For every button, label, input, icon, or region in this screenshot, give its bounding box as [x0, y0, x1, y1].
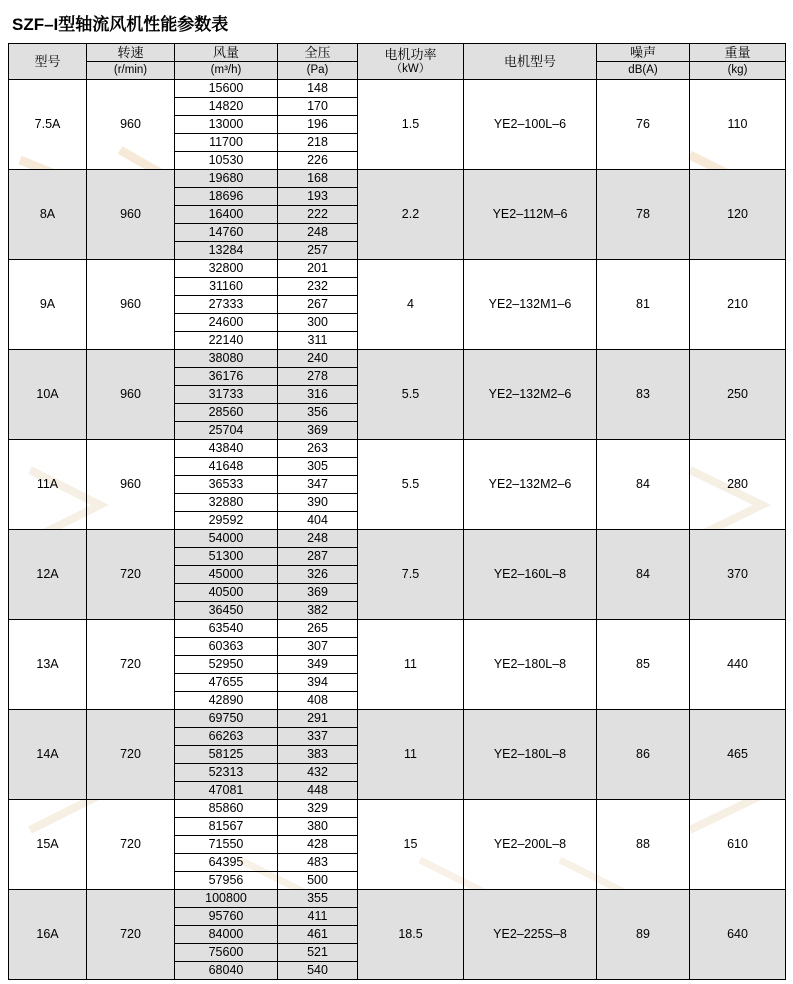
cell-flow: 40500: [175, 584, 278, 602]
column-header-model: [9, 44, 87, 80]
column-header-power-unit: （kW）: [390, 62, 431, 75]
column-unit-pressure: [278, 62, 358, 80]
cell-motor-model: YE2–132M2–6: [464, 350, 597, 440]
cell-pressure: 168: [278, 170, 358, 188]
cell-pressure: 263: [278, 440, 358, 458]
column-header-power: [358, 44, 464, 80]
cell-motor-model: YE2–225S–8: [464, 890, 597, 980]
cell-model: 7.5A: [9, 80, 87, 170]
cell-flow: 60363: [175, 638, 278, 656]
cell-pressure: 248: [278, 224, 358, 242]
cell-flow: 13000: [175, 116, 278, 134]
cell-flow: 63540: [175, 620, 278, 638]
cell-weight: 120: [690, 170, 786, 260]
table-row: [9, 170, 786, 188]
cell-noise: 81: [597, 260, 690, 350]
cell-pressure: 349: [278, 656, 358, 674]
cell-pressure: 369: [278, 584, 358, 602]
cell-flow: 27333: [175, 296, 278, 314]
column-header-noise: [597, 44, 690, 62]
cell-pressure: 355: [278, 890, 358, 908]
table-header-row: [9, 44, 786, 62]
cell-pressure: 408: [278, 692, 358, 710]
cell-motor-model: YE2–160L–8: [464, 530, 597, 620]
cell-pressure: 337: [278, 728, 358, 746]
cell-noise: 88: [597, 800, 690, 890]
cell-flow: 47081: [175, 782, 278, 800]
cell-model: 8A: [9, 170, 87, 260]
cell-rpm: 960: [87, 440, 175, 530]
cell-flow: 38080: [175, 350, 278, 368]
cell-rpm: 720: [87, 800, 175, 890]
cell-model: 13A: [9, 620, 87, 710]
cell-motor-model: YE2–180L–8: [464, 620, 597, 710]
cell-model: 14A: [9, 710, 87, 800]
cell-pressure: 278: [278, 368, 358, 386]
cell-pressure: 448: [278, 782, 358, 800]
cell-pressure: 380: [278, 818, 358, 836]
cell-pressure: 196: [278, 116, 358, 134]
column-unit-pressure-label: (Pa): [306, 64, 329, 76]
cell-pressure: 411: [278, 908, 358, 926]
cell-pressure: 267: [278, 296, 358, 314]
cell-flow: 10530: [175, 152, 278, 170]
table-row: [9, 260, 786, 278]
cell-weight: 210: [690, 260, 786, 350]
cell-flow: 71550: [175, 836, 278, 854]
cell-flow: 32800: [175, 260, 278, 278]
cell-pressure: 257: [278, 242, 358, 260]
performance-parameter-table: [8, 43, 786, 980]
cell-flow: 19680: [175, 170, 278, 188]
cell-flow: 51300: [175, 548, 278, 566]
cell-weight: 465: [690, 710, 786, 800]
cell-flow: 69750: [175, 710, 278, 728]
cell-pressure: 222: [278, 206, 358, 224]
cell-noise: 84: [597, 530, 690, 620]
column-unit-noise-label: dB(A): [628, 64, 658, 76]
cell-flow: 57956: [175, 872, 278, 890]
cell-pressure: 232: [278, 278, 358, 296]
cell-pressure: 311: [278, 332, 358, 350]
cell-model: 12A: [9, 530, 87, 620]
cell-power: 11: [358, 620, 464, 710]
cell-flow: 29592: [175, 512, 278, 530]
column-header-motor: [464, 44, 597, 80]
column-header-rpm-label: 转速: [117, 45, 144, 60]
cell-flow: 54000: [175, 530, 278, 548]
cell-flow: 81567: [175, 818, 278, 836]
cell-pressure: 300: [278, 314, 358, 332]
cell-rpm: 720: [87, 710, 175, 800]
cell-pressure: 265: [278, 620, 358, 638]
cell-flow: 22140: [175, 332, 278, 350]
cell-weight: 250: [690, 350, 786, 440]
page-title: SZF–I型轴流风机性能参数表: [12, 15, 229, 34]
cell-flow: 36176: [175, 368, 278, 386]
cell-power: 15: [358, 800, 464, 890]
cell-model: 15A: [9, 800, 87, 890]
table-row: [9, 710, 786, 728]
cell-pressure: 540: [278, 962, 358, 980]
cell-flow: 45000: [175, 566, 278, 584]
cell-flow: 52313: [175, 764, 278, 782]
table-row: [9, 620, 786, 638]
table-body: [9, 80, 786, 980]
cell-flow: 36450: [175, 602, 278, 620]
cell-rpm: 960: [87, 260, 175, 350]
cell-pressure: 326: [278, 566, 358, 584]
cell-motor-model: YE2–180L–8: [464, 710, 597, 800]
cell-motor-model: YE2–200L–8: [464, 800, 597, 890]
cell-pressure: 382: [278, 602, 358, 620]
cell-rpm: 960: [87, 80, 175, 170]
cell-pressure: 226: [278, 152, 358, 170]
cell-model: 10A: [9, 350, 87, 440]
table-row: [9, 800, 786, 818]
cell-rpm: 720: [87, 620, 175, 710]
cell-pressure: 148: [278, 80, 358, 98]
cell-pressure: 329: [278, 800, 358, 818]
cell-power: 11: [358, 710, 464, 800]
column-header-weight: [690, 44, 786, 62]
column-unit-rpm-label: (r/min): [113, 64, 148, 76]
cell-pressure: 404: [278, 512, 358, 530]
cell-motor-model: YE2–100L–6: [464, 80, 597, 170]
cell-flow: 95760: [175, 908, 278, 926]
cell-flow: 31733: [175, 386, 278, 404]
cell-rpm: 960: [87, 350, 175, 440]
cell-pressure: 170: [278, 98, 358, 116]
cell-flow: 75600: [175, 944, 278, 962]
cell-weight: 440: [690, 620, 786, 710]
cell-weight: 110: [690, 80, 786, 170]
cell-rpm: 720: [87, 890, 175, 980]
cell-flow: 31160: [175, 278, 278, 296]
table-row: [9, 440, 786, 458]
cell-pressure: 291: [278, 710, 358, 728]
cell-flow: 15600: [175, 80, 278, 98]
cell-pressure: 369: [278, 422, 358, 440]
column-unit-weight-label: (kg): [727, 64, 748, 76]
cell-flow: 85860: [175, 800, 278, 818]
cell-noise: 84: [597, 440, 690, 530]
cell-rpm: 960: [87, 170, 175, 260]
cell-weight: 370: [690, 530, 786, 620]
column-unit-rpm: [87, 62, 175, 80]
cell-flow: 16400: [175, 206, 278, 224]
cell-pressure: 390: [278, 494, 358, 512]
column-header-motor-label: 电机型号: [503, 54, 556, 69]
table-header: [9, 44, 786, 80]
cell-flow: 14760: [175, 224, 278, 242]
column-unit-flow: [175, 62, 278, 80]
cell-power: 1.5: [358, 80, 464, 170]
cell-flow: 11700: [175, 134, 278, 152]
column-unit-noise: [597, 62, 690, 80]
cell-flow: 58125: [175, 746, 278, 764]
cell-pressure: 428: [278, 836, 358, 854]
column-header-flow-label: 风量: [212, 45, 239, 60]
cell-pressure: 248: [278, 530, 358, 548]
cell-power: 2.2: [358, 170, 464, 260]
cell-noise: 83: [597, 350, 690, 440]
cell-pressure: 287: [278, 548, 358, 566]
cell-pressure: 394: [278, 674, 358, 692]
cell-pressure: 240: [278, 350, 358, 368]
cell-weight: 610: [690, 800, 786, 890]
column-header-pressure: [278, 44, 358, 62]
table-row: [9, 530, 786, 548]
cell-power: 18.5: [358, 890, 464, 980]
cell-flow: 32880: [175, 494, 278, 512]
cell-flow: 41648: [175, 458, 278, 476]
column-unit-weight: [690, 62, 786, 80]
cell-flow: 100800: [175, 890, 278, 908]
cell-pressure: 500: [278, 872, 358, 890]
cell-flow: 28560: [175, 404, 278, 422]
cell-rpm: 720: [87, 530, 175, 620]
column-header-noise-label: 噪声: [629, 45, 656, 60]
cell-flow: 24600: [175, 314, 278, 332]
cell-flow: 13284: [175, 242, 278, 260]
cell-model: 9A: [9, 260, 87, 350]
cell-flow: 36533: [175, 476, 278, 494]
cell-flow: 14820: [175, 98, 278, 116]
cell-model: 16A: [9, 890, 87, 980]
cell-pressure: 218: [278, 134, 358, 152]
column-header-model-label: 型号: [34, 54, 61, 69]
cell-flow: 64395: [175, 854, 278, 872]
column-unit-flow-label: (m³/h): [210, 64, 242, 76]
cell-flow: 47655: [175, 674, 278, 692]
cell-pressure: 461: [278, 926, 358, 944]
cell-flow: 84000: [175, 926, 278, 944]
cell-pressure: 432: [278, 764, 358, 782]
cell-pressure: 193: [278, 188, 358, 206]
cell-flow: 66263: [175, 728, 278, 746]
cell-weight: 280: [690, 440, 786, 530]
cell-noise: 86: [597, 710, 690, 800]
cell-flow: 25704: [175, 422, 278, 440]
cell-flow: 43840: [175, 440, 278, 458]
column-header-flow: [175, 44, 278, 62]
cell-pressure: 356: [278, 404, 358, 422]
cell-noise: 89: [597, 890, 690, 980]
cell-power: 7.5: [358, 530, 464, 620]
cell-noise: 76: [597, 80, 690, 170]
cell-flow: 18696: [175, 188, 278, 206]
cell-noise: 85: [597, 620, 690, 710]
cell-flow: 68040: [175, 962, 278, 980]
cell-pressure: 305: [278, 458, 358, 476]
cell-power: 5.5: [358, 350, 464, 440]
column-header-rpm: [87, 44, 175, 62]
cell-power: 5.5: [358, 440, 464, 530]
cell-model: 11A: [9, 440, 87, 530]
column-header-weight-label: 重量: [724, 45, 751, 60]
cell-pressure: 307: [278, 638, 358, 656]
cell-pressure: 201: [278, 260, 358, 278]
cell-noise: 78: [597, 170, 690, 260]
cell-pressure: 521: [278, 944, 358, 962]
table-row: [9, 890, 786, 908]
cell-motor-model: YE2–132M2–6: [464, 440, 597, 530]
cell-weight: 640: [690, 890, 786, 980]
cell-pressure: 383: [278, 746, 358, 764]
column-header-pressure-label: 全压: [304, 45, 331, 60]
cell-motor-model: YE2–132M1–6: [464, 260, 597, 350]
cell-pressure: 347: [278, 476, 358, 494]
cell-power: 4: [358, 260, 464, 350]
cell-pressure: 316: [278, 386, 358, 404]
table-row: [9, 80, 786, 98]
cell-flow: 52950: [175, 656, 278, 674]
cell-motor-model: YE2–112M–6: [464, 170, 597, 260]
table-row: [9, 350, 786, 368]
cell-pressure: 483: [278, 854, 358, 872]
column-header-power-label: 电机功率: [384, 46, 437, 62]
cell-flow: 42890: [175, 692, 278, 710]
